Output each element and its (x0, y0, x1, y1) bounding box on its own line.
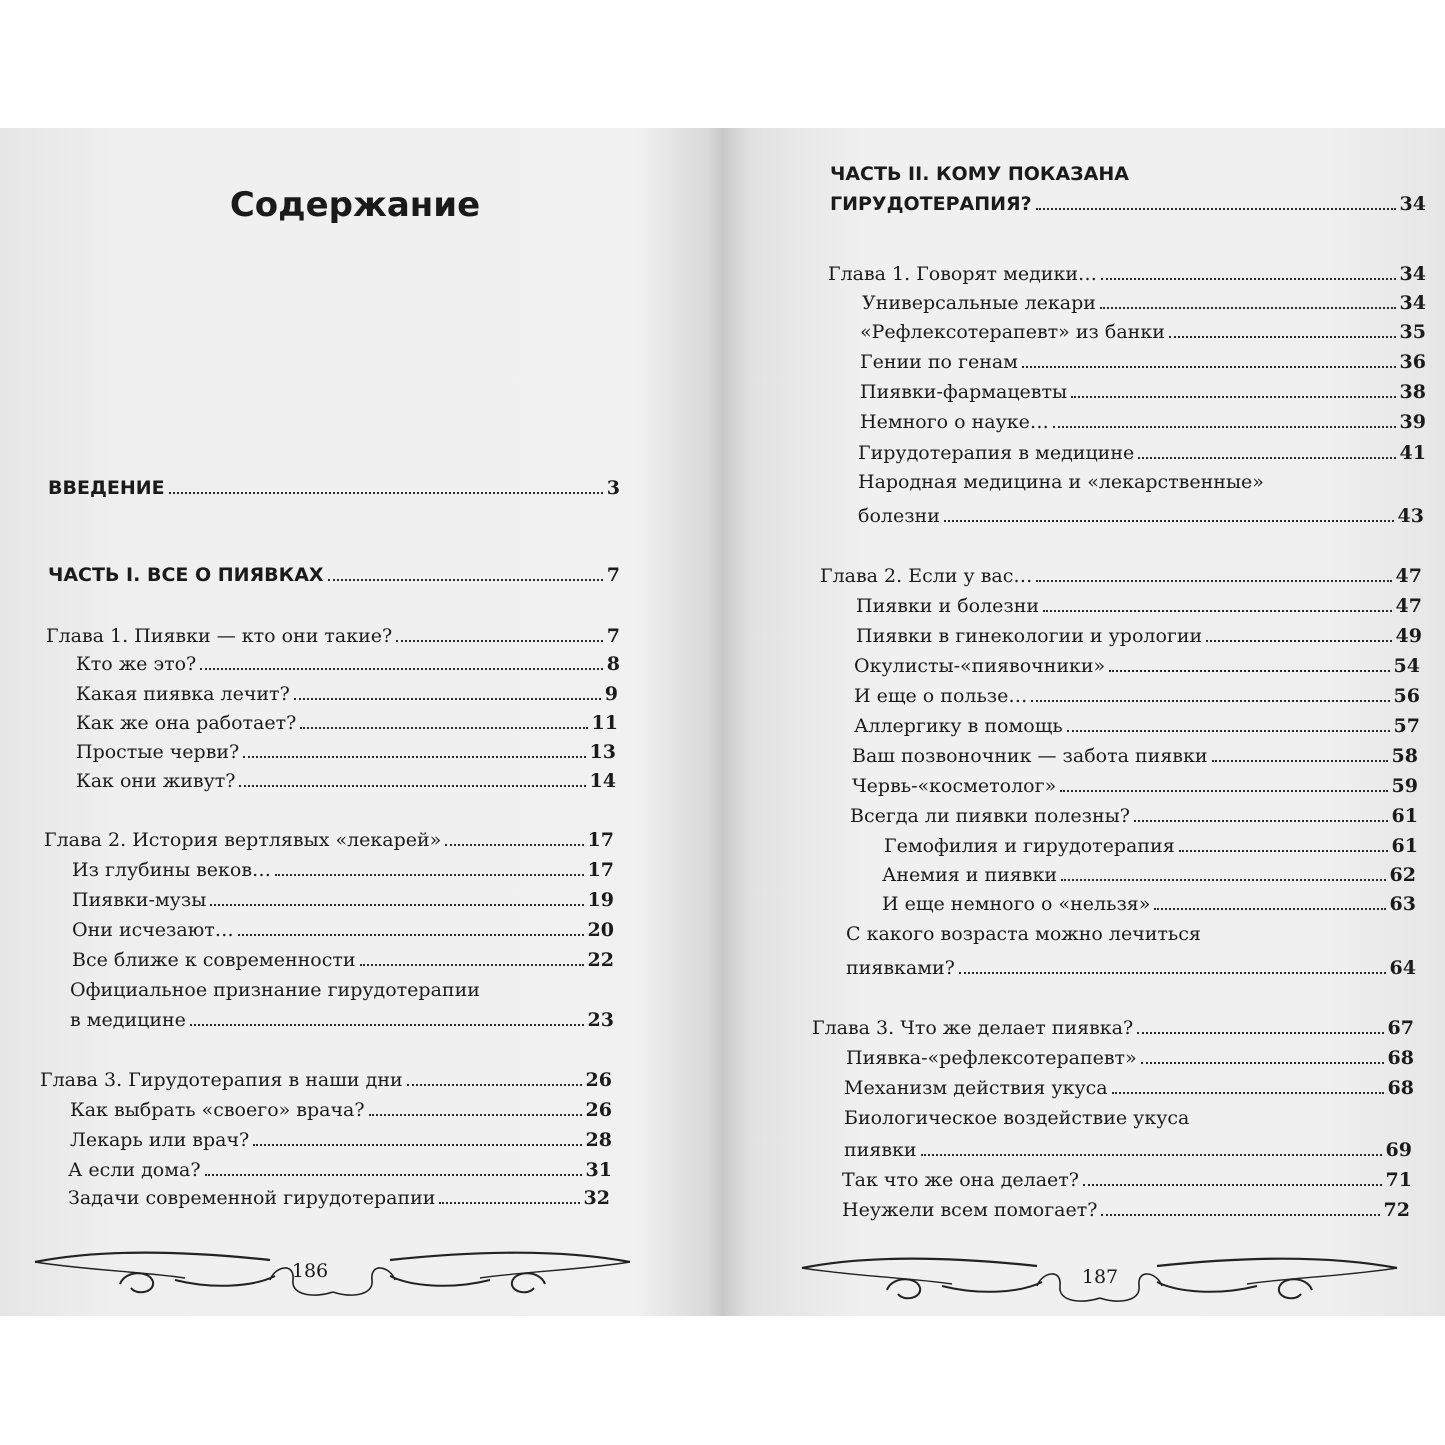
toc-entry: Универсальные лекари 34 (862, 292, 1426, 314)
toc-entry: Пиявки-фармацевты 38 (860, 381, 1426, 403)
toc-entry: И еще немного о «нельзя» 63 (882, 893, 1416, 915)
toc-entry: Народная медицина и «лекарственные» (858, 471, 1264, 493)
toc-entry: «Рефлексотерапевт» из банки 35 (860, 321, 1426, 343)
toc-entry: Глава 1. Пиявки — кто они такие? 7 (46, 625, 620, 647)
toc-entry: Глава 2. История вертлявых «лекарей» 17 (44, 829, 614, 851)
toc-entry: А если дома? 31 (68, 1159, 612, 1181)
left-page (0, 128, 720, 1316)
toc-entry: Как выбрать «своего» врача? 26 (70, 1099, 612, 1121)
book-spread (0, 128, 1445, 1316)
toc-entry: Ваш позвоночник — забота пиявки 58 (852, 745, 1418, 767)
toc-entry: Как они живут? 14 (76, 770, 616, 792)
toc-entry: ЧАСТЬ II. КОМУ ПОКАЗАНА (830, 163, 1129, 185)
toc-entry: Червь-«косметолог» 59 (852, 775, 1418, 797)
toc-entry: в медицине 23 (70, 1009, 614, 1031)
page-ornament-left (25, 1240, 640, 1310)
table-of-contents-right (722, 128, 1445, 1316)
toc-entry: Из глубины веков… 17 (72, 859, 614, 881)
page-ornament-right (792, 1246, 1407, 1316)
toc-entry: Глава 2. Если у вас… 47 (820, 565, 1422, 587)
toc-entry: Окулисты-«пиявочники» 54 (854, 655, 1420, 677)
toc-entry: Гении по генам 36 (860, 351, 1426, 373)
toc-entry: Пиявки и болезни 47 (856, 595, 1422, 617)
toc-entry: Гирудотерапия в медицине 41 (858, 442, 1426, 464)
toc-entry: Неужели всем помогает? 72 (842, 1199, 1410, 1221)
toc-entry: Задачи современной гирудотерапии 32 (68, 1187, 610, 1209)
toc-entry: Так что же она делает? 71 (842, 1169, 1412, 1191)
table-of-contents-left (0, 128, 720, 1316)
toc-entry: Пиявки в гинекологии и урологии 49 (856, 625, 1422, 647)
toc-entry: Пиявки-музы 19 (72, 889, 614, 911)
page-number: 186 (291, 1260, 329, 1282)
toc-entry: Пиявка-«рефлексотерапевт» 68 (846, 1047, 1414, 1069)
toc-entry: Как же она работает? 11 (76, 712, 618, 734)
toc-entry: болезни 43 (858, 505, 1424, 527)
toc-entry: Немного о науке… 39 (860, 411, 1426, 433)
toc-entry: Всегда ли пиявки полезны? 61 (850, 805, 1418, 827)
toc-entry: Глава 1. Говорят медики… 34 (828, 263, 1426, 285)
toc-entry: Лекарь или врач? 28 (70, 1129, 612, 1151)
page-title: Содержание (229, 185, 481, 225)
toc-entry: Глава 3. Гирудотерапия в наши дни 26 (40, 1069, 612, 1091)
toc-entry: Аллергику в помощь 57 (854, 715, 1420, 737)
toc-entry: пиявки 69 (844, 1139, 1412, 1161)
toc-entry: Глава 3. Что же делает пиявка? 67 (812, 1017, 1414, 1039)
toc-entry: И еще о пользе… 56 (854, 685, 1420, 707)
toc-entry: Кто же это? 8 (76, 653, 620, 675)
toc-entry: ГИРУДОТЕРАПИЯ? 34 (830, 193, 1426, 215)
toc-entry: Какая пиявка лечит? 9 (76, 683, 618, 705)
toc-entry: Гемофилия и гирудотерапия 61 (884, 835, 1418, 857)
page-number: 187 (1081, 1266, 1119, 1288)
toc-entry: С какого возраста можно лечиться (846, 923, 1201, 945)
toc-entry: ВВЕДЕНИЕ 3 (48, 477, 620, 499)
toc-entry: Официальное признание гирудотерапии (70, 979, 480, 1001)
right-page (722, 128, 1445, 1316)
toc-entry: Биологическое воздействие укуса (844, 1107, 1190, 1129)
toc-entry: Механизм действия укуса 68 (844, 1077, 1414, 1099)
toc-entry: Они исчезают… 20 (72, 919, 614, 941)
toc-entry: Анемия и пиявки 62 (882, 864, 1416, 886)
toc-entry: ЧАСТЬ I. ВСЕ О ПИЯВКАХ 7 (48, 564, 620, 586)
toc-entry: Все ближе к современности 22 (72, 949, 614, 971)
toc-entry: пиявками? 64 (846, 957, 1416, 979)
toc-entry: Простые черви? 13 (76, 741, 616, 763)
